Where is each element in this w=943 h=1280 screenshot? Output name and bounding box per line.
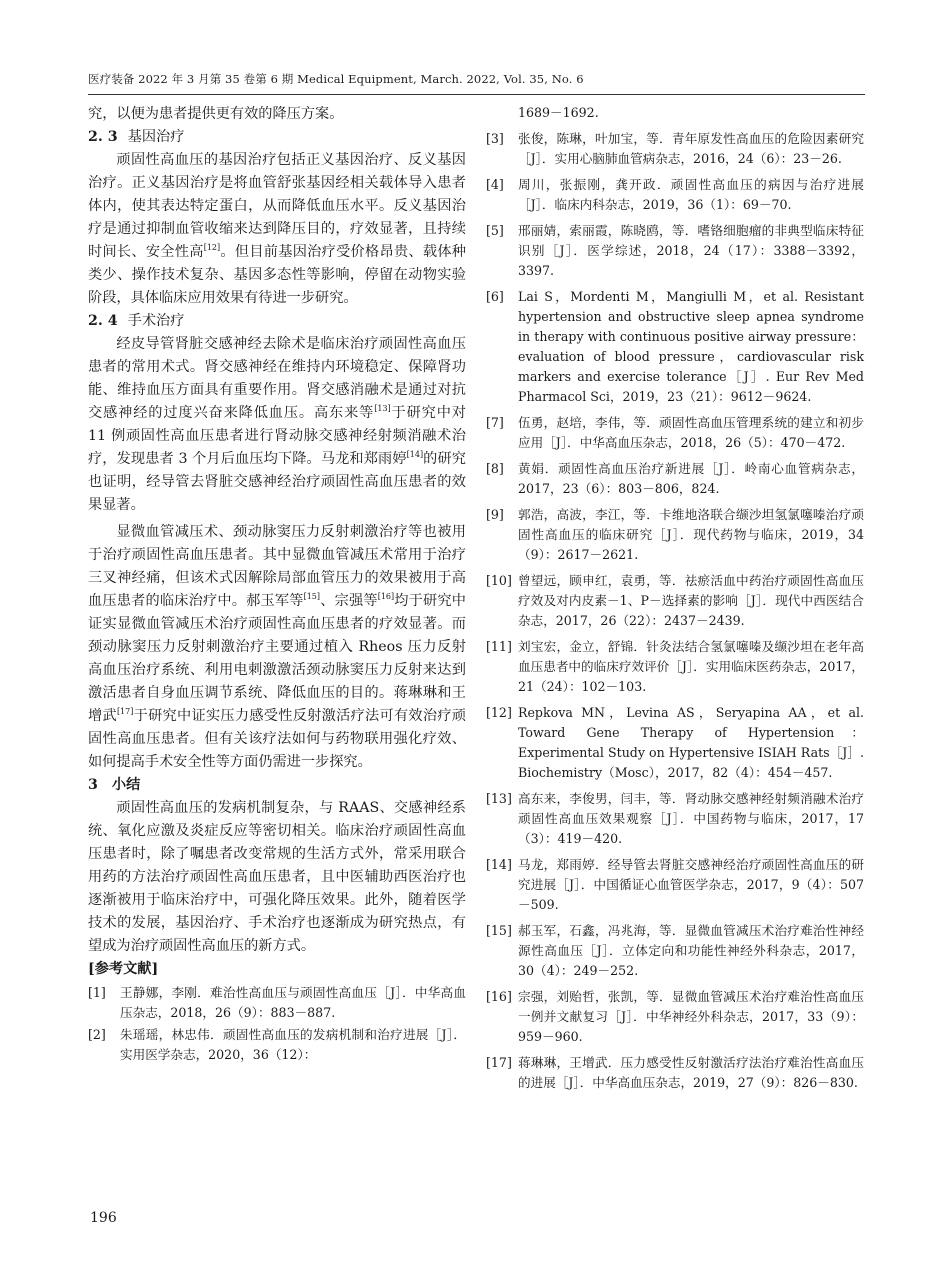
citation-13: [13]: [374, 404, 391, 413]
reference-number: [6]: [486, 289, 504, 304]
reference-text: 黄娟．顽固性高血压治疗新进展［J］．岭南心血管病杂志，2017，23（6）：803－806，824.: [518, 461, 864, 496]
reference-item: [486, 459, 864, 499]
reference-item: [486, 855, 864, 915]
reference-number: [14]: [486, 857, 512, 872]
section-3-heading: [88, 774, 466, 797]
reference-item: [486, 1053, 864, 1093]
reference-number: [4]: [486, 177, 504, 192]
reference-item: [486, 921, 864, 981]
section-number: 3: [88, 777, 98, 793]
running-head: 医疗装备 2022 年 3 月第 35 卷第 6 期 Medical Equipment, March. 2022, Vol. 35, No. 6: [88, 72, 584, 86]
text-run: 的研究也证明，经导管去肾脏交感神经治疗顽固性高血压患者的效果显著。: [88, 451, 466, 513]
reference-item: [486, 789, 864, 849]
text-run: 。但目前基因治疗受价格昂贵、载体种类少、操作技术复杂、基因多态性等影响，停留在动物实验阶段，具体临床应用效果有待进一步研究。: [88, 244, 466, 306]
reference-text: 郭浩，高波，李江，等．卡维地洛联合缬沙坦氢氯噻嗪治疗顽固性高血压的临床研究［J］．现代药物与临床，2019，34（9）：2617－2621.: [518, 507, 864, 562]
citation-15: [15]: [303, 592, 321, 601]
reference-text: 曾望远，顾申红，袁勇，等．祛瘀活血中药治疗顽固性高血压疗效及对内皮素－1、P－选择素的影响［J］．现代中西医结合杂志，2017，26（22）：2437－2439.: [518, 573, 864, 628]
reference-item: [486, 175, 864, 215]
summary-paragraph: 顽固性高血压的发病机制复杂，与 RAAS、交感神经系统、氧化应激及炎症反应等密切相关。临床治疗顽固性高血压患者时，除了嘱患者改变常规的生活方式外，常采用联合用药的方法治疗顽固性高血压患者，且中医辅助西医治疗也逐渐被用于临床治疗中，可强化降压效果。此外，随着医学技术的发展，基因治疗、手术治疗也逐渐成为研究热点，有望成为治疗顽固性高血压的新方式。: [88, 800, 466, 954]
reference-text: 高东来，李俊男，闫丰，等．肾动脉交感神经射频消融术治疗顽固性高血压效果观察［J］．中国药物与临床，2017，17（3）：419－420.: [518, 791, 864, 846]
reference-item: [486, 129, 864, 169]
surgery-paragraph-1: [88, 333, 466, 517]
right-column: [486, 103, 864, 1093]
reference-number: [17]: [486, 1055, 512, 1070]
section-2-3-heading: [88, 126, 466, 149]
reference-number: [10]: [486, 573, 512, 588]
reference-continuation: 1689－1692.: [518, 105, 599, 120]
text-run: 显微血管减压术、颈动脉窦压力反射刺激治疗等也被用于治疗顽固性高血压患者。其中显微血管减压术常用于治疗三叉神经痛，但该术式因解除局部血管压力的效果被用于高血压患者的临床治疗中。郝玉军等: [88, 524, 466, 609]
reference-number: [16]: [486, 989, 512, 1004]
reference-text: 邢丽婧，索丽霞，陈晓鸥，等．嗜铬细胞瘤的非典型临床特征识别［J］．医学综述，2018，24（17）：3388－3392，3397.: [518, 223, 864, 278]
citation-16: [16]: [377, 592, 395, 601]
reference-number: [5]: [486, 223, 504, 238]
reference-text: 朱瑶瑶，林忠伟．顽固性高血压的发病机制和治疗进展［J］．实用医学杂志，2020，36（12）：: [120, 1027, 466, 1062]
section-number: 2. 4: [88, 313, 118, 329]
text-run: 均于研究中证实显微血管减压术治疗顽固性高血压患者的疗效显著。而颈动脉窦压力反射刺激治疗主要通过植入 Rheos 压力反射高血压治疗系统、利用电刺激激活颈动脉窦压力反射来达到激活患者自身血压调节系统、降低血压的目的。蒋琳琳和王增武: [88, 593, 466, 724]
reference-number: [12]: [486, 705, 512, 720]
reference-text: 王静娜，李刚．难治性高血压与顽固性高血压［J］．中华高血压杂志，2018，26（9）：883－887.: [120, 985, 466, 1020]
reference-text: Repkova MN，Levina AS，Seryapina AA，et al. Toward Gene Therapy of Hypertension：Experimental Study on Hypertensive ISIAH Rats［J］. Biochemistry（Mosc），2017，82（4）：454－457.: [518, 705, 864, 780]
reference-text: 周川，张振刚，龚开政．顽固性高血压的病因与治疗进展［J］．临床内科杂志，2019，36（1）：69－70.: [518, 177, 864, 212]
citation-14: [14]: [406, 450, 424, 459]
text-run: 顽固性高血压的基因治疗包括正义基因治疗、反义基因治疗。正义基因治疗是将血管舒张基因经相关载体导入患者体内，使其表达特定蛋白，从而降低血压水平。反义基因治疗是通过抑制血管收缩来达到降压目的，疗效显著，且持续时间长、安全性高: [88, 152, 466, 260]
gene-therapy-paragraph: [88, 149, 466, 310]
reference-text: 张俊，陈琳，叶加宝，等．青年原发性高血压的危险因素研究［J］．实用心脑肺血管病杂志，2016，24（6）：23－26.: [518, 131, 864, 166]
reference-number: [2]: [88, 1027, 106, 1042]
reference-item: [486, 571, 864, 631]
section-2-4-heading: [88, 310, 466, 333]
reference-number: [11]: [486, 639, 512, 654]
reference-number: [8]: [486, 461, 504, 476]
reference-number: [15]: [486, 923, 512, 938]
reference-item: [88, 983, 466, 1023]
section-title: 基因治疗: [127, 129, 185, 145]
continuation-paragraph: 究，以便为患者提供更有效的降压方案。: [88, 106, 344, 122]
section-title: 小结: [111, 777, 141, 793]
left-column: [88, 103, 466, 1065]
text-run: 于研究中证实压力感受性反射激活疗法可有效治疗顽固性高血压患者。但有关该疗法如何与药物联用强化疗效、如何提高手术安全性等方面仍需进一步探究。: [88, 708, 466, 770]
references-heading: [参考文献]: [88, 961, 159, 977]
reference-number: [13]: [486, 791, 512, 806]
citation-17: [17]: [116, 707, 134, 716]
reference-text: 马龙，郑雨婷．经导管去肾脏交感神经治疗顽固性高血压的研究进展［J］．中国循证心血管医学杂志，2017，9（4）：507－509.: [518, 857, 864, 912]
page-number: 196: [90, 1210, 117, 1226]
text-run: 经皮导管肾脏交感神经去除术是临床治疗顽固性高血压患者的常用术式。肾交感神经在维持内环境稳定、保障肾功能、维持血压方面具有重要作用。肾交感消融术是通过对抗交感神经的过度兴奋来降低血压。高东来等: [88, 336, 466, 421]
reference-text: 宗强，刘贻哲，张凯，等．显微血管减压术治疗难治性高血压一例并文献复习［J］．中华神经外科杂志，2017，33（9）：959－960.: [518, 989, 864, 1044]
reference-item: [486, 221, 864, 281]
header-rule: [88, 94, 865, 95]
reference-text: 伍勇，赵培，李伟，等．顽固性高血压管理系统的建立和初步应用［J］．中华高血压杂志，2018，26（5）：470－472.: [518, 415, 864, 450]
reference-item: [486, 413, 864, 453]
reference-number: [7]: [486, 415, 504, 430]
reference-item: [486, 637, 864, 697]
reference-text: 郝玉军，石鑫，冯兆海，等．显微血管减压术治疗难治性神经源性高血压［J］．立体定向和功能性神经外科杂志，2017，30（4）：249－252.: [518, 923, 864, 978]
reference-number: [3]: [486, 131, 504, 146]
text-run: 、宗强等: [320, 593, 378, 609]
reference-item: [486, 505, 864, 565]
reference-item: [486, 287, 864, 407]
text-run: 于研究中对 11 例顽固性高血压患者进行肾动脉交感神经射频消融术治疗，发现患者 3 个月后血压均下降。马龙和郑雨婷: [88, 405, 466, 467]
reference-text: Lai S，Mordenti M，Mangiulli M，et al. Resistant hypertension and obstructive sleep apnea syndrome in therapy with continuous positive airway pressure：evaluation of blood pressure，cardiovascular risk markers and exercise tolerance［J］. Eur Rev Med Pharmacol Sci，2019，23（21）：9612－9624.: [518, 289, 864, 404]
citation-12: [12]: [203, 243, 221, 252]
surgery-paragraph-2: [88, 521, 466, 774]
section-title: 手术治疗: [127, 313, 185, 329]
reference-text: 刘宝宏，金立，舒锦．针灸法结合氢氯噻嗪及缬沙坦在老年高血压患者中的临床疗效评价［J］．实用临床医药杂志，2017，21（24）：102－103.: [518, 639, 864, 694]
reference-number: [1]: [88, 985, 106, 1000]
reference-number: [9]: [486, 507, 504, 522]
reference-item: [486, 987, 864, 1047]
reference-item: [486, 703, 864, 783]
section-number: 2. 3: [88, 129, 118, 145]
reference-text: 蒋琳琳，王增武．压力感受性反射激活疗法治疗难治性高血压的进展［J］．中华高血压杂志，2019，27（9）：826－830.: [518, 1055, 864, 1090]
reference-item: [88, 1025, 466, 1065]
